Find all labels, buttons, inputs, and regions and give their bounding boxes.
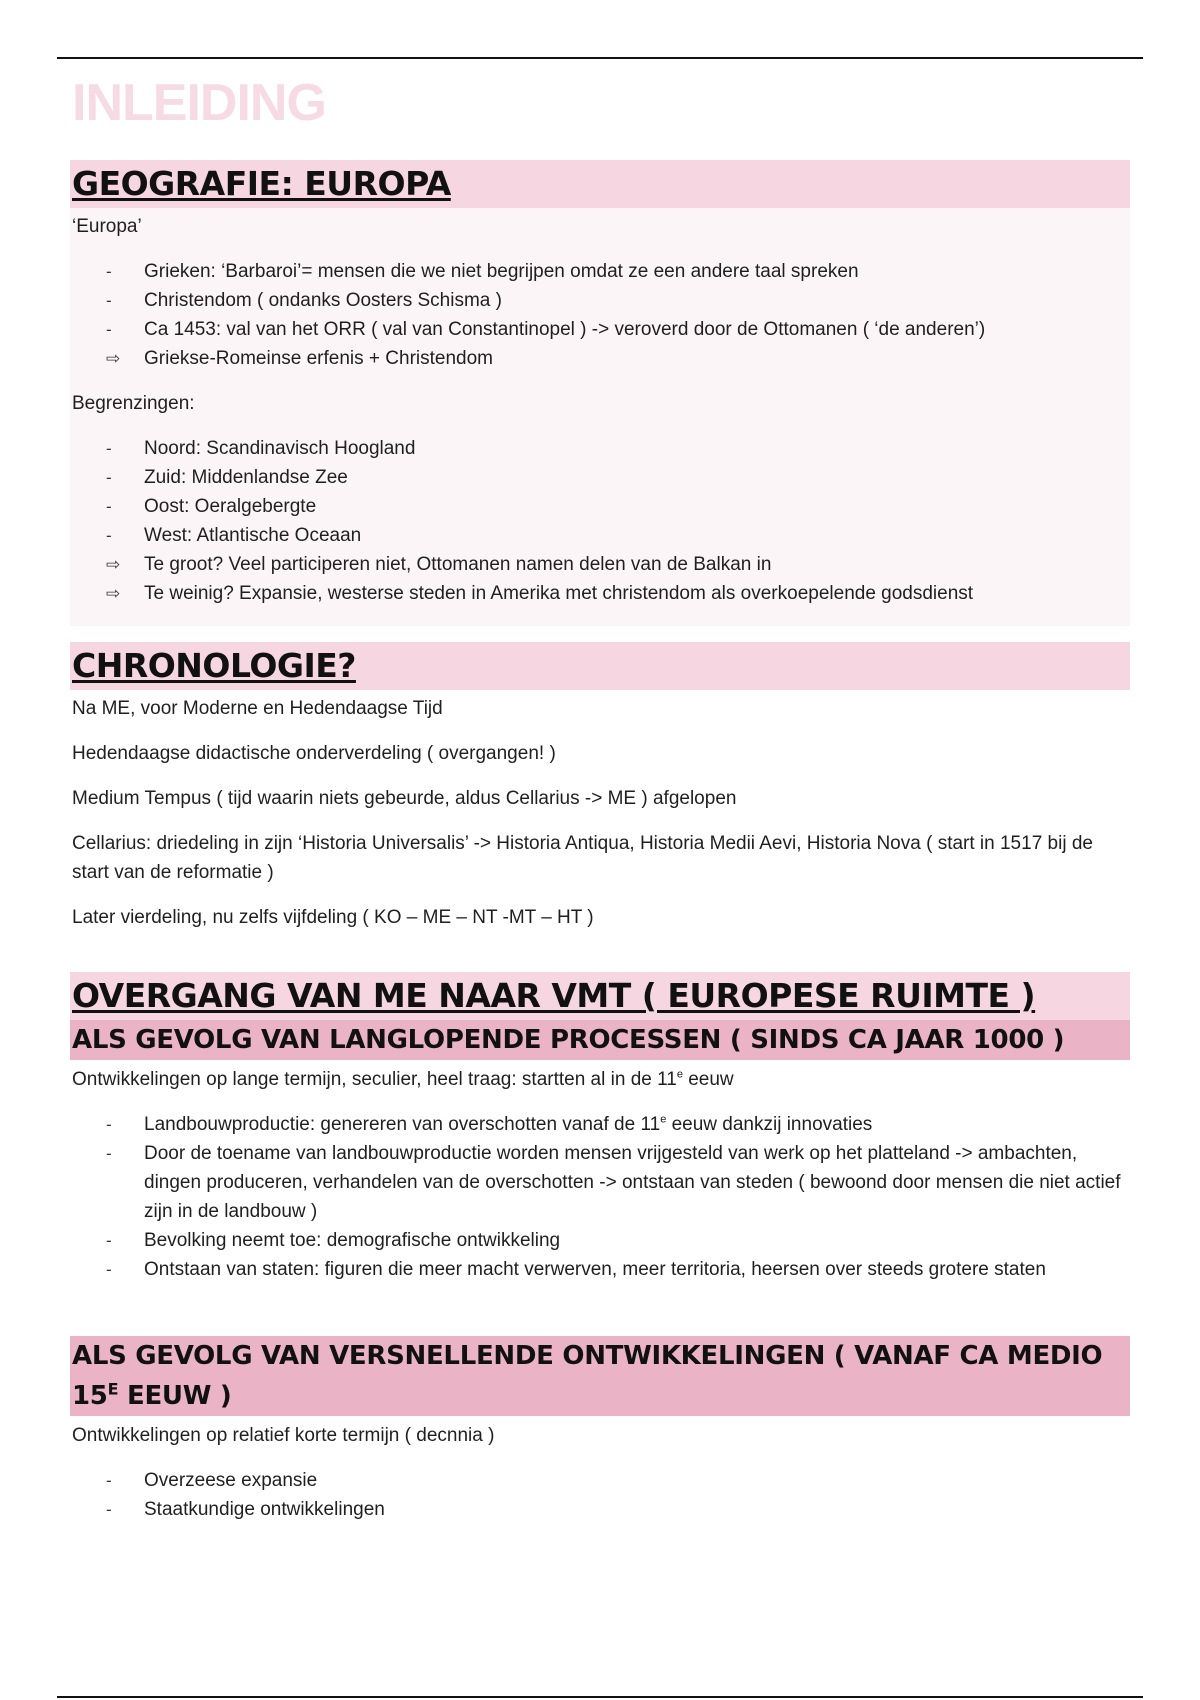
list-item: ⇨ Griekse-Romeinse erfenis + Christendom bbox=[72, 344, 1130, 373]
bottom-rule bbox=[57, 1696, 1143, 1698]
chrono-p3: Medium Tempus ( tijd waarin niets gebeurde, aldus Cellarius -> ME ) afgelopen bbox=[72, 788, 737, 809]
chrono-p1: Na ME, voor Moderne en Hedendaagse Tijd bbox=[72, 698, 443, 719]
top-rule bbox=[57, 57, 1143, 59]
heading-geografie: GEOGRAFIE: EUROPA bbox=[70, 160, 1130, 208]
geografie-list-2 bbox=[72, 434, 1130, 608]
section-chronologie bbox=[72, 642, 1130, 932]
arrow-icon: ⇨ bbox=[106, 349, 121, 368]
heading-overgang: OVERGANG VAN ME NAAR VMT ( EUROPESE RUIMTE ) bbox=[70, 972, 1130, 1020]
list-item: - Grieken: ‘Barbaroi’= mensen die we niet begrijpen omdat ze een andere taal spreken bbox=[106, 261, 859, 282]
list-item: - Landbouwproductie: genereren van overschotten vanaf de 11e eeuw dankzij innovaties bbox=[106, 1113, 873, 1135]
section-overgang bbox=[72, 972, 1130, 1524]
langlopende-intro: Ontwikkelingen op lange termijn, seculier, heel traag: startten al in de 11e eeuw bbox=[72, 1068, 734, 1090]
versnellende-intro: Ontwikkelingen op relatief korte termijn ( decnnia ) bbox=[72, 1425, 495, 1446]
langlopende-list bbox=[72, 1110, 1130, 1284]
list-item: - Noord: Scandinavisch Hoogland bbox=[106, 438, 416, 459]
chrono-p4: Cellarius: driedeling in zijn ‘Historia Universalis’ -> Historia Antiqua, Historia Medii Aevi, Historia Nova ( start in 1517 bij de start van de reformatie ) bbox=[72, 833, 1093, 883]
begrenzingen-label: Begrenzingen: bbox=[72, 393, 195, 414]
list-item: - Bevolking neemt toe: demografische ontwikkeling bbox=[106, 1230, 561, 1251]
arrow-icon: ⇨ bbox=[106, 555, 121, 574]
list-item: - Staatkundige ontwikkelingen bbox=[106, 1499, 385, 1520]
geografie-body bbox=[70, 208, 1130, 626]
list-item: - Door de toename van landbouwproductie worden mensen vrijgesteld van werk op het platteland -> ambachten, dingen produceren, verhandelen van de overschotten -> ontstaan van steden ( bewoond door mensen die niet actief zijn in de landbouw ) bbox=[106, 1143, 1121, 1222]
list-item: - Ontstaan van staten: figuren die meer macht verwerven, meer territoria, heersen over steeds grotere staten bbox=[106, 1259, 1046, 1280]
geografie-intro: ‘Europa’ bbox=[72, 216, 142, 237]
list-item: - Overzeese expansie bbox=[106, 1470, 318, 1491]
list-item: - Zuid: Middenlandse Zee bbox=[106, 467, 348, 488]
chrono-p5: Later vierdeling, nu zelfs vijfdeling ( KO – ME – NT -MT – HT ) bbox=[72, 907, 594, 928]
heading-versnellende-ontwikkelingen: ALS GEVOLG VAN VERSNELLENDE ONTWIKKELINGEN ( VANAF CA MEDIO $15^E$ EEUW ) bbox=[70, 1336, 1130, 1416]
list-item: - West: Atlantische Oceaan bbox=[106, 525, 362, 546]
arrow-icon: ⇨ bbox=[106, 584, 121, 603]
section-geografie bbox=[72, 160, 1130, 626]
versnellende-list bbox=[72, 1466, 1130, 1524]
chrono-p2: Hedendaagse didactische onderverdeling ( overgangen! ) bbox=[72, 743, 556, 764]
heading-chronologie: CHRONOLOGIE? bbox=[70, 642, 1130, 690]
list-item: - Ca 1453: val van het ORR ( val van Constantinopel ) -> veroverd door de Ottomanen ( ‘de anderen’) bbox=[106, 319, 986, 340]
list-item: - Oost: Oeralgebergte bbox=[106, 496, 317, 517]
list-item: ⇨ Te weinig? Expansie, westerse steden in Amerika met christendom als overkoepelende godsdienst bbox=[72, 579, 1130, 608]
geografie-list-1 bbox=[72, 257, 1130, 373]
document-page bbox=[72, 74, 1130, 1524]
heading-langlopende-processen: ALS GEVOLG VAN LANGLOPENDE PROCESSEN ( SINDS CA JAAR 1000 ) bbox=[70, 1020, 1130, 1060]
list-item: - Christendom ( ondanks Oosters Schisma ) bbox=[106, 290, 502, 311]
document-title: INLEIDING bbox=[72, 74, 326, 132]
list-item: ⇨ Te groot? Veel participeren niet, Ottomanen namen delen van de Balkan in bbox=[72, 550, 1130, 579]
